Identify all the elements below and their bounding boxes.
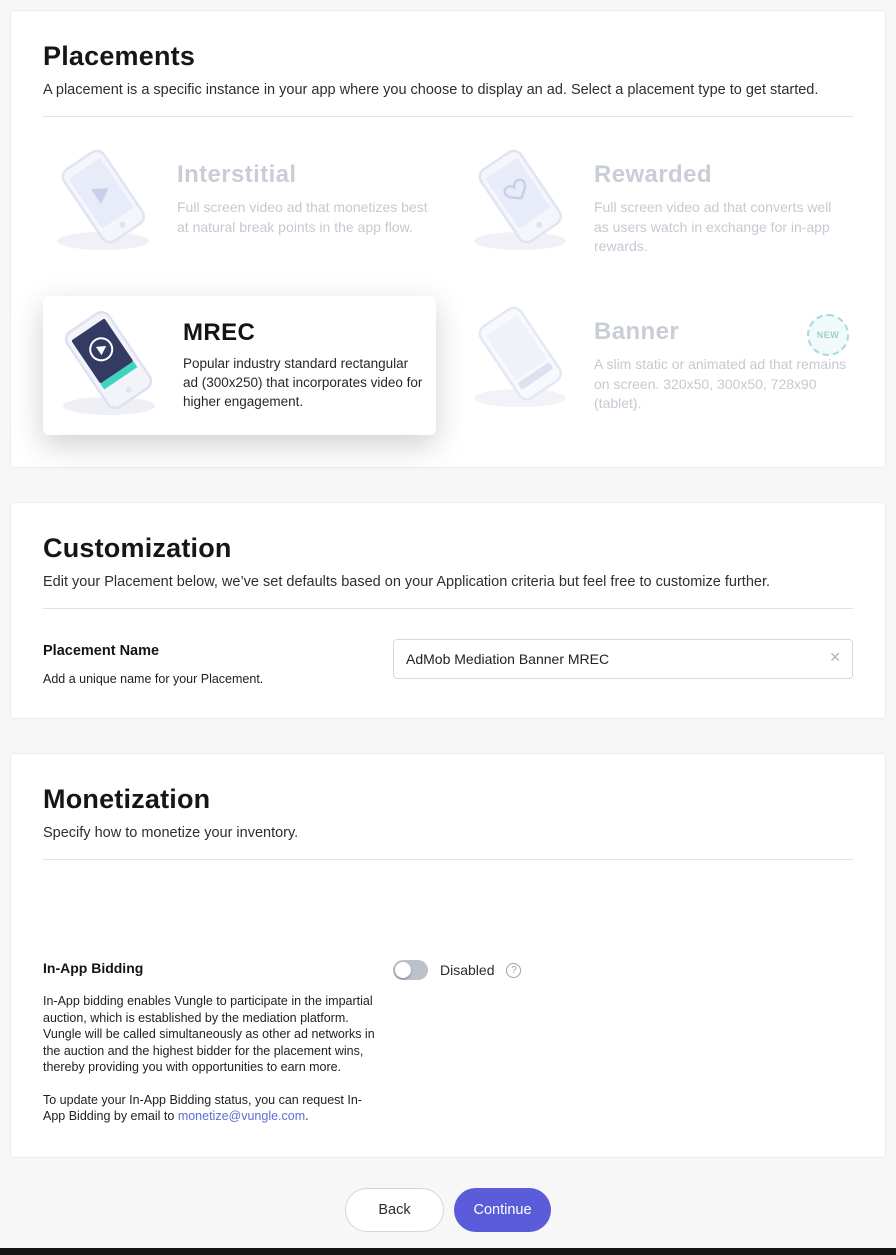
mrec-phone-video-icon [53, 308, 183, 423]
action-bar [0, 1188, 896, 1232]
placement-type-banner[interactable] [460, 296, 853, 435]
divider [43, 859, 853, 860]
placement-type-name: Banner [594, 318, 680, 345]
placement-type-description: A slim static or animated ad that remains on screen. 320x50, 300x50, 728x90 (tablet). [594, 356, 847, 412]
divider [43, 608, 853, 609]
customization-subtitle: Edit your Placement below, we’ve set defaults based on your Application criteria but feel free to customize further. [43, 574, 771, 590]
back-button[interactable]: Back [345, 1188, 444, 1232]
placements-card [10, 10, 886, 468]
placement-type-description: Full screen video ad that converts well as users watch in exchange for in-app rewards. [594, 199, 832, 255]
placement-name-row [43, 639, 853, 686]
monetization-subtitle: Specify how to monetize your inventory. [43, 825, 299, 841]
placements-title: Placements [43, 41, 196, 71]
help-icon[interactable]: ? [506, 963, 521, 978]
rewarded-phone-heart-icon [464, 147, 594, 258]
in-app-bidding-status: Disabled [440, 962, 495, 978]
clear-input-icon[interactable]: ✕ [829, 649, 841, 665]
placement-type-name: Rewarded [594, 161, 712, 188]
continue-button[interactable]: Continue [454, 1188, 551, 1232]
bottom-bar [0, 1248, 896, 1255]
placement-name-helper: Add a unique name for your Placement. [43, 672, 264, 686]
new-badge [807, 314, 849, 356]
toggle-knob [395, 962, 411, 978]
placement-name-input[interactable] [393, 639, 853, 679]
banner-phone-icon [464, 304, 594, 415]
update-note-suffix: . [305, 1109, 309, 1123]
placement-name-label: Placement Name [43, 643, 160, 659]
customization-card [10, 502, 886, 719]
monetization-title: Monetization [43, 784, 211, 814]
update-note-text: To update your In-App Bidding status, you can request In-App Bidding by email to [43, 1092, 362, 1123]
customization-title: Customization [43, 533, 232, 563]
divider [43, 116, 853, 117]
in-app-bidding-toggle[interactable] [393, 960, 428, 980]
new-badge-label: NEW [816, 330, 840, 340]
in-app-bidding-row [43, 960, 853, 1125]
placement-type-description: Popular industry standard rectangular ad (300x250) that incorporates video for higher engagement. [183, 356, 423, 409]
in-app-bidding-update-note [43, 1092, 383, 1125]
monetization-card [10, 753, 886, 1158]
placement-type-grid [43, 139, 853, 435]
in-app-bidding-label: In-App Bidding [43, 960, 144, 976]
placement-type-name: MREC [183, 319, 256, 347]
placement-type-name: Interstitial [177, 161, 297, 188]
placement-type-mrec[interactable] [43, 296, 436, 435]
interstitial-phone-play-icon [47, 147, 177, 258]
placements-subtitle: A placement is a specific instance in your app where you choose to display an ad. Select a placement type to get started. [43, 82, 819, 98]
placement-type-rewarded[interactable] [460, 139, 853, 266]
monetize-email-link[interactable]: monetize@vungle.com [177, 1109, 306, 1123]
placement-type-interstitial[interactable] [43, 139, 436, 266]
in-app-bidding-description: In-App bidding enables Vungle to participate in the impartial auction, which is established by the mediation platform. Vungle will be called simultaneously as other ad networks in the auction and the highest bidder for the placement wins, thereby providing you with opportunities to earn more. [43, 994, 375, 1074]
placement-type-description: Full screen video ad that monetizes best at natural break points in the app flow. [177, 199, 428, 235]
